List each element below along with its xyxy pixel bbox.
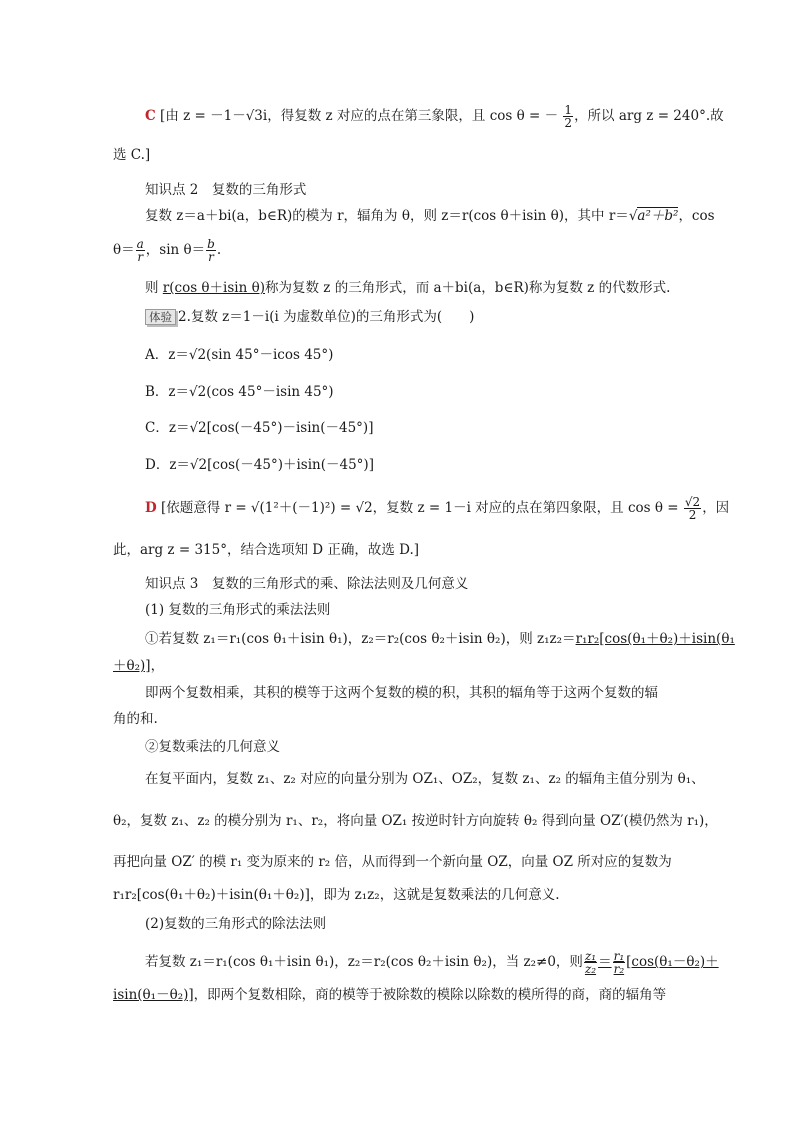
text: ，cos [678,208,715,224]
option-d: D．z＝√2[cos(－45°)＋isin(－45°)] [145,457,374,473]
paragraph-line: 即两个复数相乘，其积的模等于这两个复数的模的积，其积的辐角等于这两个复数的辐 [145,685,658,701]
answer-c-line2: 选 C.] [113,147,151,163]
answer-text: [依题意得 r = √(1²＋(－1)²) = √2，复数 z = 1－i 对应的点在第四象限，且 cos θ = [161,500,679,516]
underlined-text: r(cos θ＋isin θ) [162,280,265,296]
fraction [613,950,626,975]
answer-d-line2: 此，arg z = 315°，结合选项知 D 正确，故选 D.] [113,542,420,558]
fraction-num: 1 [564,103,573,117]
text: θ＝ [113,242,135,258]
text: ，即两个复数相除，商的模等于被除数的模除以除数的模所得的商，商的辐角等 [193,987,667,1003]
paragraph-line [145,629,735,649]
fraction [206,238,216,263]
text: 称为复数 z 的三角形式，而 a＋bi(a，b∈R)称为复数 z 的代数形式. [265,280,671,296]
fraction-den: r [208,250,214,264]
option-a: A．z＝√2(sin 45°－icos 45°) [145,347,334,363]
paragraph-line: 再把向量 OZ′ 的模 r₁ 变为原来的 r₂ 倍，从而得到一个新向量 OZ，向量 OZ 所对应的复数为 [113,854,672,870]
exercise-stem [145,307,474,327]
underlined-text: [cos(θ₁－θ₂)＋ [626,954,719,970]
answer-text: [由 z = －1－√3i，得复数 z 对应的点在第三象限，且 cos θ = － [160,108,559,124]
paragraph-line: 在复平面内，复数 z₁、z₂ 对应的向量分别为 OZ₁、OZ₂，复数 z₁、z₂ 的辐角主值分别为 θ₁、 [145,771,705,787]
text: . [216,242,222,258]
paragraph-line: r₁r₂[cos(θ₁＋θ₂)＋isin(θ₁＋θ₂)]，即为 z₁z₂，这就是复数乘法的几何意义. [113,887,560,903]
option-b: B．z＝√2(cos 45°－isin 45°) [145,384,334,400]
fraction [684,496,701,521]
paragraph-line: 复数 z＝a＋bi(a，b∈R)的模为 r，辐角为 θ，则 z＝r(cos θ＋isin θ)，其中 r＝√a²＋b²，cos [145,208,715,224]
text: ①若复数 z₁＝r₁(cos θ₁＋isin θ₁)，z₂＝r₂(cos θ₂＋isin θ₂)，则 z₁z₂＝ [145,631,576,647]
paragraph-line [145,950,719,975]
answer-d-line1 [145,496,729,521]
sqrt-body: a²＋b² [637,208,679,224]
fraction-num: r₁ [613,949,625,963]
text: ＝ [598,954,612,970]
paragraph-line [113,985,666,1005]
exercise-tag: 体验 [145,309,176,325]
paragraph-line [113,238,221,263]
fraction [584,950,597,975]
fraction [563,104,573,129]
fraction-num: z₁ [584,949,597,963]
paragraph-line: 角的和. [113,711,158,727]
paragraph-line: θ₂，复数 z₁、z₂ 的模分别为 r₁、r₂，将向量 OZ₁ 按逆时针方向旋转 θ₂ 得到向量 OZ′(模仍然为 r₁)， [113,813,718,829]
answer-letter: D [145,500,157,516]
fraction-den: r [137,250,144,264]
section-title: 知识点 3 复数的三角形式的乘、除法法则及几何意义 [145,576,469,592]
fraction-den: 2 [564,116,573,130]
paragraph-line: 则 r(cos θ＋isin θ)称为复数 z 的三角形式，而 a＋bi(a，b∈R)称为复数 z 的代数形式. [145,280,671,296]
fraction [136,238,145,263]
paragraph-line [113,656,164,676]
fraction-num: √2 [684,495,701,509]
subheading: ②复数乘法的几何意义 [145,739,280,755]
fraction-num: b [207,237,215,251]
fraction-num: a [136,237,144,251]
text: 复数 z＝a＋bi(a，b∈R)的模为 r，辐角为 θ，则 z＝r(cos θ＋isin θ)，其中 r＝ [145,208,629,224]
section-title: 知识点 2 复数的三角形式 [145,182,307,198]
exercise-text: 2.复数 z＝1－i(i 为虚数单位)的三角形式为( ) [178,309,475,325]
subheading: (2)复数的三角形式的除法法则 [145,916,327,932]
underlined-text: isin(θ₁－θ₂)] [113,987,194,1003]
answer-text-end: ，因 [702,500,730,516]
underlined-text: ＋θ₂)] [113,658,151,674]
answer-text-end: ，所以 arg z = 240°.故 [574,108,724,124]
answer-letter: C [145,108,156,124]
text: ， [150,658,165,674]
subheading: (1) 复数的三角形式的乘法法则 [145,602,331,618]
text: 若复数 z₁＝r₁(cos θ₁＋isin θ₁)，z₂＝r₂(cos θ₂＋isin θ₂)，当 z₂≠0，则 [145,954,583,970]
option-c: C．z＝√2[cos(－45°)－isin(－45°)] [145,420,374,436]
fraction-den: z₂ [584,962,597,976]
answer-c-line1 [145,104,724,129]
fraction-den: 2 [688,508,697,522]
text: ，sin θ＝ [145,242,206,258]
underlined-text: r₁r₂[cos(θ₁＋θ₂)＋isin(θ₁ [575,631,735,647]
fraction-den: r₂ [613,962,625,976]
